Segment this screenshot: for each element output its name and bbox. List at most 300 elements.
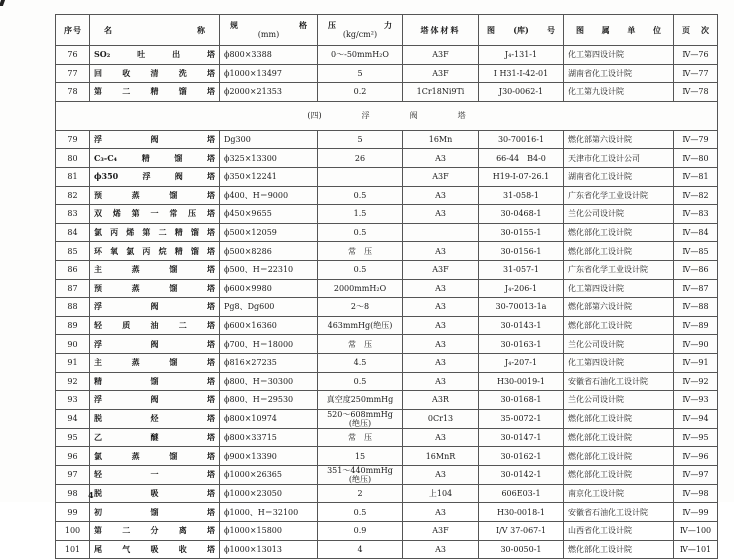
equipment-name bbox=[90, 149, 220, 168]
name-char: 第 bbox=[131, 208, 140, 219]
design-organization: 化工第四设计院 bbox=[564, 279, 674, 298]
name-char: 蒸 bbox=[131, 450, 140, 461]
equipment-name bbox=[90, 242, 220, 261]
name-char: 塔 bbox=[206, 357, 215, 368]
page-reference: Ⅳ—84 bbox=[674, 223, 718, 242]
name-char: 塔 bbox=[207, 134, 215, 145]
name-char: 吸 bbox=[150, 488, 159, 499]
pressure: 5 bbox=[318, 130, 403, 149]
name-char: 烃 bbox=[150, 413, 159, 424]
name-char: 馏 bbox=[190, 227, 199, 238]
name-char: 馏 bbox=[169, 189, 178, 200]
material: 16MnR bbox=[403, 447, 479, 466]
name-char: 常 bbox=[169, 208, 178, 219]
row-number: 81 bbox=[56, 167, 90, 186]
equipment-name bbox=[90, 503, 220, 522]
name-char: 塔 bbox=[207, 338, 215, 349]
spec: Dg300 bbox=[220, 130, 318, 149]
name-char: 塔 bbox=[207, 394, 215, 405]
equipment-name bbox=[90, 64, 220, 83]
material: A3F bbox=[403, 260, 479, 279]
name-char: 蒸 bbox=[131, 282, 140, 293]
spec: ϕ700、H＝18000 bbox=[220, 335, 318, 354]
name-char: 精 bbox=[174, 245, 183, 256]
equipment-name bbox=[90, 316, 220, 335]
name-char: 阀 bbox=[150, 134, 159, 145]
row-number: 77 bbox=[56, 64, 90, 83]
name-char: 预 bbox=[94, 189, 102, 200]
name-char: 氧 bbox=[110, 245, 119, 256]
equipment-name bbox=[90, 130, 220, 149]
pressure-line: 351～440mmHg bbox=[327, 465, 393, 475]
design-organization: 兰化公司设计院 bbox=[564, 335, 674, 354]
table-row bbox=[56, 223, 718, 242]
drawing-number: 35-0072-1 bbox=[479, 409, 564, 428]
table-row bbox=[56, 279, 718, 298]
page-reference: Ⅳ—101 bbox=[674, 540, 718, 559]
row-number: 90 bbox=[56, 335, 90, 354]
name-char: 阀 bbox=[150, 338, 159, 349]
spec: ϕ1000×26365 bbox=[220, 465, 318, 484]
spec: ϕ1000×15800 bbox=[220, 522, 318, 541]
table-row bbox=[56, 205, 718, 224]
pressure: 0.5 bbox=[318, 186, 403, 205]
page-reference: Ⅳ—99 bbox=[674, 503, 718, 522]
name-char: 尾 bbox=[94, 543, 102, 554]
name-char: 塔 bbox=[207, 301, 215, 312]
spec: ϕ900×13390 bbox=[220, 447, 318, 466]
row-number: 100 bbox=[56, 522, 90, 541]
page-reference: Ⅳ—95 bbox=[674, 428, 718, 447]
drawing-number: 30-0162-1 bbox=[479, 447, 564, 466]
pressure: 4 bbox=[318, 540, 403, 559]
drawing-number: 31-058-1 bbox=[479, 186, 564, 205]
name-char: 精 bbox=[174, 227, 183, 238]
name-char: 二 bbox=[122, 86, 131, 97]
pressure: 常 压 bbox=[318, 242, 403, 261]
design-organization: 天津市化工设计公司 bbox=[564, 149, 674, 168]
table-row bbox=[56, 260, 718, 279]
table-row bbox=[56, 167, 718, 186]
name-char: 精 bbox=[141, 152, 150, 163]
page-reference: Ⅳ—80 bbox=[674, 149, 718, 168]
pressure: 4.5 bbox=[318, 353, 403, 372]
section-heading: (四) 浮 阀 塔 bbox=[56, 101, 718, 130]
name-char: 第 bbox=[94, 86, 102, 97]
name-char: 压 bbox=[188, 208, 197, 219]
drawing-number: 30-0155-1 bbox=[479, 223, 564, 242]
pressure-line: (绝压) bbox=[348, 418, 372, 428]
spec: ϕ500、H＝22310 bbox=[220, 260, 318, 279]
tower-catalog-table bbox=[55, 14, 718, 559]
table-row bbox=[56, 186, 718, 205]
drawing-number: 30-0156-1 bbox=[479, 242, 564, 261]
name-char: 塔 bbox=[207, 413, 215, 424]
spec: ϕ1000×13497 bbox=[220, 64, 318, 83]
name-char: 塔 bbox=[206, 282, 215, 293]
equipment-name bbox=[90, 484, 220, 503]
table-row bbox=[56, 391, 718, 410]
page-reference: Ⅳ—97 bbox=[674, 465, 718, 484]
name-char: 塔 bbox=[207, 488, 215, 499]
material: A3 bbox=[403, 242, 479, 261]
drawing-number: J₄-131-1 bbox=[479, 46, 564, 65]
table-row bbox=[56, 484, 718, 503]
page-reference: Ⅳ—87 bbox=[674, 279, 718, 298]
header-name: 名 称 bbox=[90, 15, 220, 46]
pressure: 0.2 bbox=[318, 83, 403, 102]
name-char: 气 bbox=[122, 543, 131, 554]
name-char: 塔 bbox=[207, 469, 215, 480]
name-char: 蒸 bbox=[131, 357, 140, 368]
design-organization: 湖南省化工设计院 bbox=[564, 167, 674, 186]
material: A3F bbox=[403, 46, 479, 65]
header-spec: 规 格 (mm) bbox=[220, 15, 318, 46]
row-number: 78 bbox=[56, 83, 90, 102]
name-char: 二 bbox=[158, 227, 167, 238]
page-reference: Ⅳ—89 bbox=[674, 316, 718, 335]
row-number: 85 bbox=[56, 242, 90, 261]
equipment-name bbox=[90, 372, 220, 391]
section-heading-row bbox=[56, 101, 718, 130]
name-char: 精 bbox=[150, 86, 159, 97]
name-char: 回 bbox=[94, 67, 102, 78]
drawing-number: 30-0163-1 bbox=[479, 335, 564, 354]
name-char: 馏 bbox=[178, 86, 187, 97]
spec: ϕ450×9655 bbox=[220, 205, 318, 224]
name-char: 离 bbox=[178, 525, 187, 536]
row-number: 84 bbox=[56, 223, 90, 242]
spec: ϕ2000×21353 bbox=[220, 83, 318, 102]
name-char: 主 bbox=[94, 264, 102, 275]
equipment-name bbox=[90, 540, 220, 559]
name-char: 氯 bbox=[126, 245, 135, 256]
name-char: 塔 bbox=[207, 506, 215, 517]
table-row bbox=[56, 372, 718, 391]
name-char: 浮 bbox=[94, 301, 102, 312]
page-reference: Ⅳ—76 bbox=[674, 46, 718, 65]
drawing-number: 30-0468-1 bbox=[479, 205, 564, 224]
row-number: 95 bbox=[56, 428, 90, 447]
table-row bbox=[56, 428, 718, 447]
material: 上104 bbox=[403, 484, 479, 503]
pressure: 0.5 bbox=[318, 503, 403, 522]
row-number: 83 bbox=[56, 205, 90, 224]
name-char: 塔 bbox=[207, 67, 215, 78]
equipment-name bbox=[90, 465, 220, 484]
page-reference: Ⅳ—88 bbox=[674, 298, 718, 317]
header-unit: 图 属 单 位 bbox=[564, 15, 674, 46]
equipment-name bbox=[90, 167, 220, 186]
name-char: 塔 bbox=[206, 208, 215, 219]
equipment-name bbox=[90, 223, 220, 242]
name-char: 脱 bbox=[94, 413, 102, 424]
design-organization: 广东省化学工业设计院 bbox=[564, 260, 674, 279]
name-char: 第 bbox=[142, 227, 151, 238]
drawing-number: 30-0142-1 bbox=[479, 465, 564, 484]
table-row bbox=[56, 540, 718, 559]
name-char: 乙 bbox=[94, 431, 102, 442]
name-char: 醚 bbox=[150, 431, 159, 442]
drawing-number: 66-44 B4-0 bbox=[479, 149, 564, 168]
page-reference: Ⅳ—81 bbox=[674, 167, 718, 186]
name-char: 浮 bbox=[142, 171, 151, 182]
design-organization: 广东省化学工业设计院 bbox=[564, 186, 674, 205]
design-organization: 燃化部化工设计院 bbox=[564, 540, 674, 559]
row-number: 93 bbox=[56, 391, 90, 410]
name-char: 二 bbox=[122, 525, 131, 536]
material: 1Cr18Ni9Ti bbox=[403, 83, 479, 102]
name-char: 塔 bbox=[207, 543, 215, 554]
row-number: 76 bbox=[56, 46, 90, 65]
spec: ϕ500×8286 bbox=[220, 242, 318, 261]
spec: ϕ600×9980 bbox=[220, 279, 318, 298]
page-reference: Ⅳ—94 bbox=[674, 409, 718, 428]
pressure: 常 压 bbox=[318, 335, 403, 354]
equipment-name bbox=[90, 260, 220, 279]
name-char: 精 bbox=[94, 375, 102, 386]
pressure: 463mmHg(绝压) bbox=[318, 316, 403, 335]
spec: ϕ1000、H＝32100 bbox=[220, 503, 318, 522]
name-char: 烯 bbox=[126, 227, 135, 238]
name-char: 洗 bbox=[178, 67, 187, 78]
equipment-name bbox=[90, 298, 220, 317]
name-char: 蒸 bbox=[131, 264, 140, 275]
name-char: 馏 bbox=[150, 506, 159, 517]
pressure: 2 bbox=[318, 484, 403, 503]
spec: ϕ1000×23050 bbox=[220, 484, 318, 503]
material: A3 bbox=[403, 186, 479, 205]
name-char: 油 bbox=[150, 320, 159, 331]
name-char: 双 bbox=[94, 208, 102, 219]
drawing-number: Ⅰ/Ⅴ 37-067-1 bbox=[479, 522, 564, 541]
design-organization: 燃化部化工设计院 bbox=[564, 465, 674, 484]
equipment-name bbox=[90, 83, 220, 102]
table-row bbox=[56, 130, 718, 149]
material: A3 bbox=[403, 465, 479, 484]
drawing-number: 606E03-1 bbox=[479, 484, 564, 503]
page-reference: Ⅳ—82 bbox=[674, 186, 718, 205]
row-number: 98 bbox=[56, 484, 90, 503]
material: A3 bbox=[403, 298, 479, 317]
material: A3 bbox=[403, 540, 479, 559]
design-organization: 燃化部化工设计院 bbox=[564, 447, 674, 466]
material: A3F bbox=[403, 167, 479, 186]
equipment-name bbox=[90, 186, 220, 205]
design-organization: 湖南省化工设计院 bbox=[564, 64, 674, 83]
row-number: 88 bbox=[56, 298, 90, 317]
name-char: 一 bbox=[150, 208, 159, 219]
name-char: 烷 bbox=[158, 245, 167, 256]
name-char: 轻 bbox=[94, 469, 102, 480]
spec: Pg8、Dg600 bbox=[220, 298, 318, 317]
material: A3F bbox=[403, 64, 479, 83]
pressure bbox=[318, 409, 403, 428]
page-reference: Ⅳ—77 bbox=[674, 64, 718, 83]
drawing-number: H30-0018-1 bbox=[479, 503, 564, 522]
name-char: 阀 bbox=[150, 394, 159, 405]
name-char: 收 bbox=[178, 543, 187, 554]
equipment-name bbox=[90, 335, 220, 354]
pressure: 2000mmH₂O bbox=[318, 279, 403, 298]
table-row bbox=[56, 298, 718, 317]
table-row bbox=[56, 335, 718, 354]
table-row bbox=[56, 242, 718, 261]
pressure: 0～-50mmH₂O bbox=[318, 46, 403, 65]
design-organization: 化工第九设计院 bbox=[564, 83, 674, 102]
spec: ϕ325×13300 bbox=[220, 149, 318, 168]
pressure: 15 bbox=[318, 447, 403, 466]
name-char: 脱 bbox=[94, 488, 102, 499]
name-char: 主 bbox=[94, 357, 102, 368]
name-char: SO₂ bbox=[94, 49, 111, 60]
name-char: 浮 bbox=[94, 134, 102, 145]
equipment-name bbox=[90, 391, 220, 410]
row-number: 99 bbox=[56, 503, 90, 522]
name-char: 馏 bbox=[174, 152, 183, 163]
spec: ϕ800、H＝30300 bbox=[220, 372, 318, 391]
row-number: 94 bbox=[56, 409, 90, 428]
name-char: 塔 bbox=[206, 49, 215, 60]
pressure-line: (绝压) bbox=[348, 474, 372, 484]
header-drawing: 图 (库) 号 bbox=[479, 15, 564, 46]
design-organization: 兰化公司设计院 bbox=[564, 205, 674, 224]
pressure: 0.5 bbox=[318, 260, 403, 279]
name-char: 分 bbox=[150, 525, 159, 536]
spec: ϕ816×27235 bbox=[220, 353, 318, 372]
material bbox=[403, 223, 479, 242]
equipment-name bbox=[90, 428, 220, 447]
row-number: 91 bbox=[56, 353, 90, 372]
page-reference: Ⅳ—93 bbox=[674, 391, 718, 410]
pressure: 5 bbox=[318, 64, 403, 83]
design-organization: 燃化部第六设计院 bbox=[564, 130, 674, 149]
pressure bbox=[318, 167, 403, 186]
page-reference: Ⅳ—79 bbox=[674, 130, 718, 149]
header-seq: 序 号 bbox=[56, 15, 90, 46]
table-row bbox=[56, 149, 718, 168]
header-pressure: 压 力 (kg/cm²) bbox=[318, 15, 403, 46]
table-row bbox=[56, 522, 718, 541]
page-reference: Ⅳ—83 bbox=[674, 205, 718, 224]
page-number: 4 bbox=[88, 490, 94, 500]
name-char: 一 bbox=[150, 469, 159, 480]
material: A3 bbox=[403, 316, 479, 335]
name-char: 轻 bbox=[94, 320, 102, 331]
name-char: 丙 bbox=[142, 245, 151, 256]
material: A3 bbox=[403, 335, 479, 354]
material: A3 bbox=[403, 353, 479, 372]
design-organization: 山西省化工设计院 bbox=[564, 522, 674, 541]
design-organization: 安徽省石油化工设计院 bbox=[564, 503, 674, 522]
name-char: 馏 bbox=[169, 282, 178, 293]
equipment-name bbox=[90, 279, 220, 298]
material: A3 bbox=[403, 279, 479, 298]
row-number: 86 bbox=[56, 260, 90, 279]
design-organization: 燃化部化工设计院 bbox=[564, 428, 674, 447]
design-organization: 兰化公司设计院 bbox=[564, 391, 674, 410]
table-row bbox=[56, 64, 718, 83]
material: A3 bbox=[403, 205, 479, 224]
name-char: 馏 bbox=[169, 264, 178, 275]
name-char: 馏 bbox=[169, 357, 178, 368]
design-organization: 燃化部化工设计院 bbox=[564, 316, 674, 335]
material: 0Cr13 bbox=[403, 409, 479, 428]
row-number: 97 bbox=[56, 465, 90, 484]
row-number: 101 bbox=[56, 540, 90, 559]
name-char: 塔 bbox=[207, 525, 215, 536]
design-organization: 燃化部第六设计院 bbox=[564, 298, 674, 317]
pressure-line: 520～608mmHg bbox=[327, 409, 393, 419]
pressure: 0.9 bbox=[318, 522, 403, 541]
spec: ϕ400、H＝9000 bbox=[220, 186, 318, 205]
name-char: 塔 bbox=[207, 86, 215, 97]
name-char: 环 bbox=[94, 245, 102, 256]
pressure bbox=[318, 465, 403, 484]
row-number: 79 bbox=[56, 130, 90, 149]
header-material: 塔体材料 bbox=[403, 15, 479, 46]
drawing-number: H30-0019-1 bbox=[479, 372, 564, 391]
name-char: 塔 bbox=[207, 320, 215, 331]
name-char: 塔 bbox=[206, 450, 215, 461]
equipment-name bbox=[90, 447, 220, 466]
name-char: 收 bbox=[122, 67, 131, 78]
name-char: 塔 bbox=[207, 431, 215, 442]
page-reference: Ⅳ—78 bbox=[674, 83, 718, 102]
table-header-row bbox=[56, 15, 718, 46]
page-reference: Ⅳ—92 bbox=[674, 372, 718, 391]
name-char: 馏 bbox=[190, 245, 199, 256]
design-organization: 化工第四设计院 bbox=[564, 353, 674, 372]
table-row bbox=[56, 83, 718, 102]
page-reference: Ⅳ—91 bbox=[674, 353, 718, 372]
name-char: ϕ350 bbox=[94, 171, 119, 182]
name-char: 阀 bbox=[174, 171, 183, 182]
name-char: 阀 bbox=[150, 301, 159, 312]
pressure: 0.5 bbox=[318, 223, 403, 242]
table-row bbox=[56, 46, 718, 65]
drawing-number: 30-0143-1 bbox=[479, 316, 564, 335]
name-char: 质 bbox=[122, 320, 131, 331]
material: A3 bbox=[403, 149, 479, 168]
drawing-number: 30-0050-1 bbox=[479, 540, 564, 559]
table-row bbox=[56, 409, 718, 428]
drawing-number: Ⅰ H31-Ⅰ-42-01 bbox=[479, 64, 564, 83]
name-char: 塔 bbox=[207, 375, 215, 386]
name-char: 塔 bbox=[206, 227, 215, 238]
table-row bbox=[56, 353, 718, 372]
equipment-name bbox=[90, 205, 220, 224]
material: A3R bbox=[403, 391, 479, 410]
design-organization: 燃化部化工设计院 bbox=[564, 223, 674, 242]
pressure: 2～8 bbox=[318, 298, 403, 317]
name-char: 浮 bbox=[94, 394, 102, 405]
row-number: 82 bbox=[56, 186, 90, 205]
pressure: 1.5 bbox=[318, 205, 403, 224]
drawing-number: H19-Ⅰ-07-26.1 bbox=[479, 167, 564, 186]
name-char: 塔 bbox=[206, 189, 215, 200]
row-number: 80 bbox=[56, 149, 90, 168]
pressure: 真空度250mmHg bbox=[318, 391, 403, 410]
name-char: 吐 bbox=[137, 49, 146, 60]
drawing-number: J₄-207-1 bbox=[479, 353, 564, 372]
drawing-number: J₄-206-1 bbox=[479, 279, 564, 298]
name-char: 氯 bbox=[94, 227, 102, 238]
drawing-number: 30-0147-1 bbox=[479, 428, 564, 447]
name-char: 初 bbox=[94, 506, 102, 517]
name-char: 丙 bbox=[110, 227, 119, 238]
name-char: 塔 bbox=[206, 264, 215, 275]
